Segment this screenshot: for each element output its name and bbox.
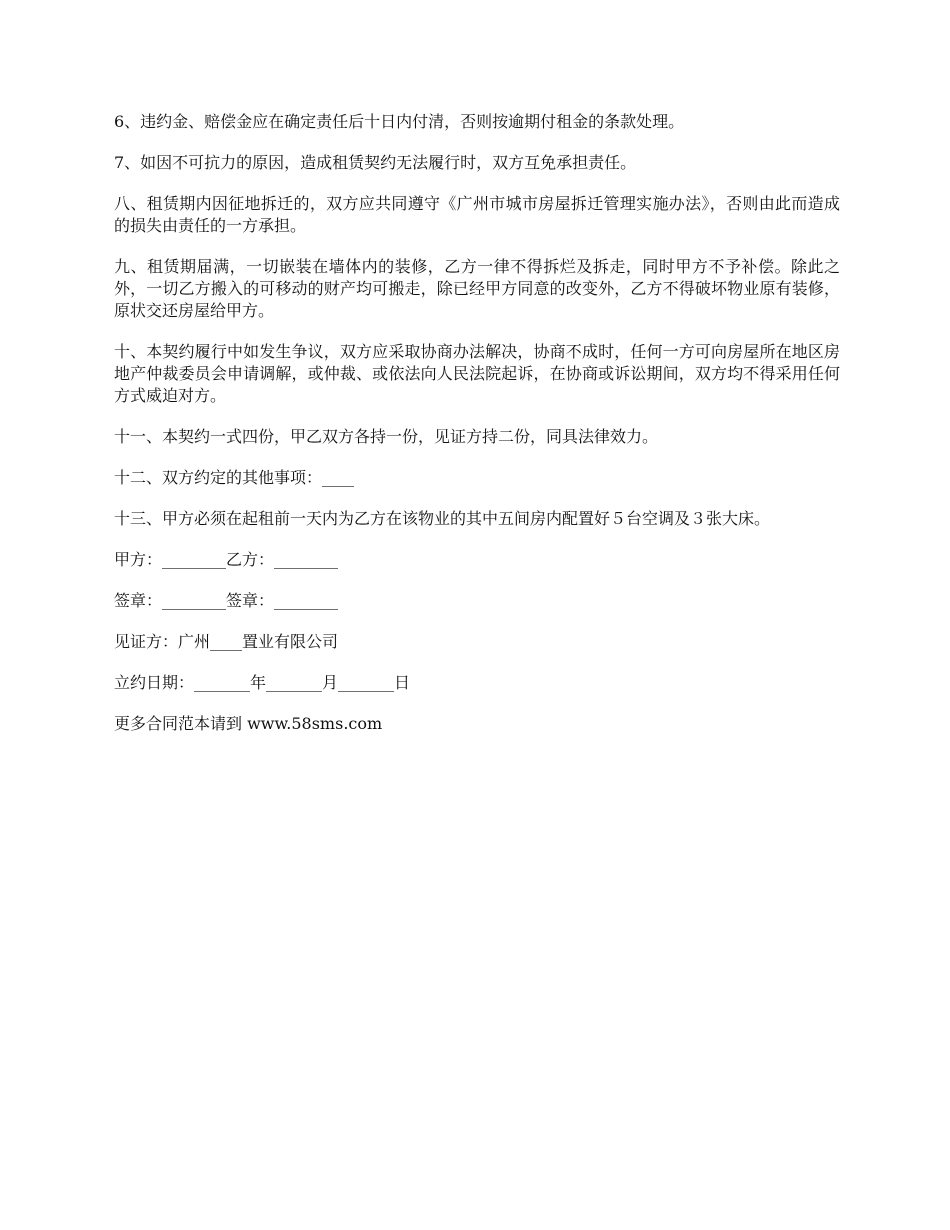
clause-7-force-majeure: 7、如因不可抗力的原因，造成租赁契约无法履行时，双方互免承担责任。 — [114, 153, 637, 172]
party-signature-line: 甲方：________乙方：________ — [114, 550, 339, 569]
witness-line: 见证方：广州____置业有限公司 — [114, 632, 339, 651]
clause-9-lease-expiry: 九、租赁期届满，一切嵌装在墙体内的装修，乙方一律不得拆烂及拆走，同时甲方不予补偿。除此之外，一切乙方搬入的可移动的财产均可搬走，除已经甲方同意的改变外，乙方不得破坏物业原有装修，原状交还房屋给甲方。 — [114, 257, 840, 320]
clause-6-penalty-payment: 6、违约金、赔偿金应在确定责任后十日内付清，否则按逾期付租金的条款处理。 — [114, 112, 685, 131]
clause-10-disputes: 十、本契约履行中如发生争议，双方应采取协商办法解决，协商不成时，任何一方可向房屋所在地区房地产仲裁委员会申请调解，或仲裁、或依法向人民法院起诉，在协商或诉讼期间，双方均不得采用任何方式威迫对方。 — [114, 342, 840, 405]
clause-13-equipment: 十三、甲方必须在起租前一天内为乙方在该物业的其中五间房内配置好５台空调及３张大床。 — [114, 509, 771, 528]
document-body — [114, 111, 840, 754]
clause-8-demolition: 八、租赁期内因征地拆迁的，双方应共同遵守《广州市城市房屋拆迁管理实施办法》，否则由此而造成的损失由责任的一方承担。 — [114, 194, 840, 235]
footer-website-note: 更多合同范本请到 www.58sms.com — [114, 714, 383, 733]
clause-12-other-matters: 十二、双方约定的其他事项：____ — [114, 468, 355, 487]
seal-signature-line: 签章：________签章：________ — [114, 591, 339, 610]
clause-11-copies: 十一、本契约一式四份，甲乙双方各持一份，见证方持二份，同具法律效力。 — [114, 427, 659, 446]
contract-date-line: 立约日期：_______年_______月_______日 — [114, 673, 411, 692]
